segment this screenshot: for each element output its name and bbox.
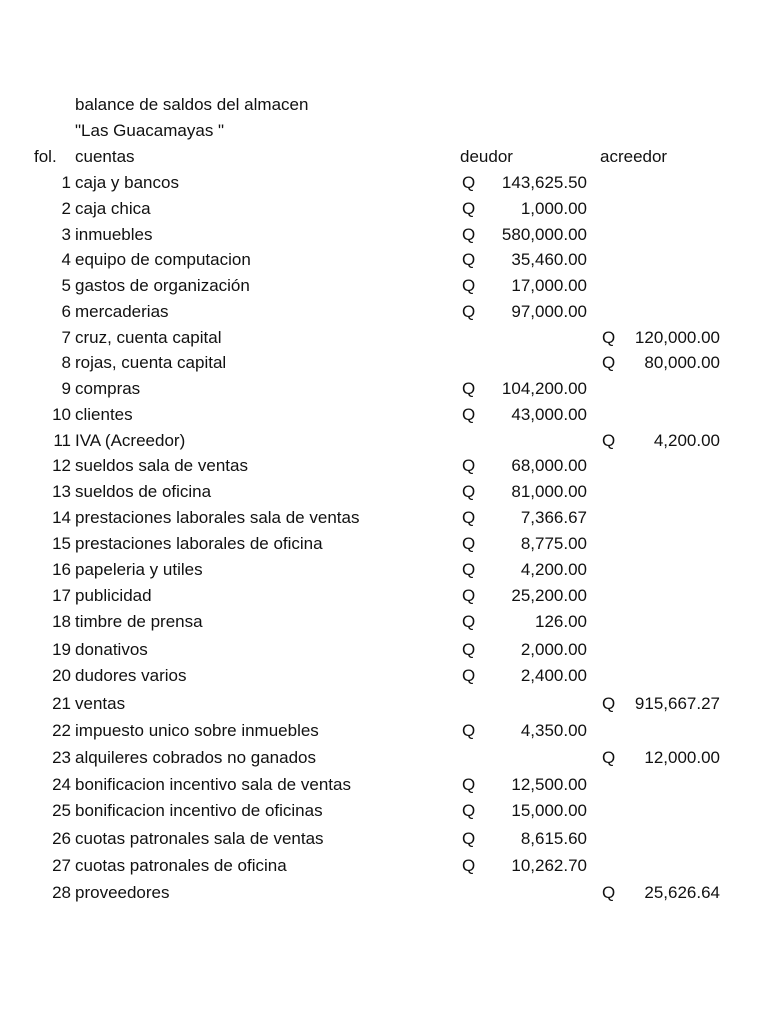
debit-currency: Q xyxy=(462,250,476,269)
credit-amount: 25,626.64 xyxy=(644,883,720,902)
account-name: caja y bancos xyxy=(75,173,179,192)
account-name: prestaciones laborales sala de ventas xyxy=(75,508,360,527)
folio-number: 17 xyxy=(52,586,71,605)
folio-number: 27 xyxy=(52,856,71,875)
folio-number: 28 xyxy=(52,883,71,902)
table-row xyxy=(0,250,768,274)
debit-amount: 15,000.00 xyxy=(511,801,587,820)
table-row xyxy=(0,328,768,352)
credit-amount: 915,667.27 xyxy=(634,694,720,713)
debit-currency: Q xyxy=(462,666,476,685)
folio-number: 18 xyxy=(52,612,71,631)
debit-currency: Q xyxy=(462,775,476,794)
debit-currency: Q xyxy=(462,508,476,527)
column-header-fol: fol. xyxy=(34,147,57,166)
credit-currency: Q xyxy=(602,431,616,450)
account-name: publicidad xyxy=(75,586,152,605)
folio-number: 3 xyxy=(61,225,71,244)
debit-currency: Q xyxy=(462,612,476,631)
credit-currency: Q xyxy=(602,883,616,902)
account-name: proveedores xyxy=(75,883,170,902)
debit-amount: 4,350.00 xyxy=(520,721,587,740)
debit-currency: Q xyxy=(462,801,476,820)
credit-amount: 4,200.00 xyxy=(653,431,720,450)
folio-number: 11 xyxy=(53,431,71,450)
table-row xyxy=(0,748,768,772)
account-name: sueldos sala de ventas xyxy=(75,456,248,475)
folio-number: 9 xyxy=(61,379,71,398)
debit-currency: Q xyxy=(462,829,476,848)
debit-amount: 8,615.60 xyxy=(520,829,587,848)
credit-currency: Q xyxy=(602,353,616,372)
account-name: compras xyxy=(75,379,141,398)
account-name: cuotas patronales de oficina xyxy=(75,856,287,875)
folio-number: 16 xyxy=(52,560,71,579)
debit-currency: Q xyxy=(462,640,476,659)
table-row xyxy=(0,560,768,584)
folio-number: 20 xyxy=(52,666,71,685)
account-name: cuotas patronales sala de ventas xyxy=(75,829,324,848)
table-row xyxy=(0,829,768,853)
debit-currency: Q xyxy=(462,379,476,398)
account-name: rojas, cuenta capital xyxy=(75,353,227,372)
debit-amount: 10,262.70 xyxy=(511,856,587,875)
account-name: bonificacion incentivo sala de ventas xyxy=(75,775,351,794)
debit-amount: 68,000.00 xyxy=(511,456,587,475)
debit-currency: Q xyxy=(462,721,476,740)
debit-amount: 12,500.00 xyxy=(511,775,587,794)
debit-currency: Q xyxy=(462,225,476,244)
folio-number: 23 xyxy=(52,748,71,767)
account-name: alquileres cobrados no ganados xyxy=(75,748,317,767)
account-name: donativos xyxy=(75,640,148,659)
table-row xyxy=(0,199,768,223)
column-header-row xyxy=(0,147,768,171)
folio-number: 12 xyxy=(52,456,71,475)
debit-amount: 17,000.00 xyxy=(511,276,587,295)
table-row xyxy=(0,586,768,610)
debit-amount: 126.00 xyxy=(535,612,587,631)
debit-amount: 81,000.00 xyxy=(511,482,587,501)
folio-number: 6 xyxy=(61,302,71,321)
credit-amount: 12,000.00 xyxy=(644,748,720,767)
folio-number: 14 xyxy=(52,508,71,527)
folio-number: 19 xyxy=(52,640,71,659)
table-row xyxy=(0,276,768,300)
account-name: papeleria y utiles xyxy=(75,560,203,579)
table-row xyxy=(0,856,768,880)
credit-currency: Q xyxy=(602,694,616,713)
table-row xyxy=(0,666,768,690)
debit-currency: Q xyxy=(462,482,476,501)
debit-currency: Q xyxy=(462,173,476,192)
document-title: balance de saldos del almacen xyxy=(75,95,309,114)
debit-amount: 2,000.00 xyxy=(520,640,587,659)
credit-currency: Q xyxy=(602,328,616,347)
column-header-acreedor: acreedor xyxy=(600,147,668,166)
table-row xyxy=(0,456,768,480)
credit-amount: 80,000.00 xyxy=(644,353,720,372)
account-name: IVA (Acreedor) xyxy=(75,431,186,450)
account-name: caja chica xyxy=(75,199,151,218)
table-row xyxy=(0,302,768,326)
debit-currency: Q xyxy=(462,586,476,605)
folio-number: 24 xyxy=(52,775,71,794)
table-row xyxy=(0,173,768,197)
folio-number: 26 xyxy=(52,829,71,848)
folio-number: 4 xyxy=(61,250,71,269)
debit-currency: Q xyxy=(462,856,476,875)
credit-currency: Q xyxy=(602,748,616,767)
account-name: dudores varios xyxy=(75,666,187,685)
debit-amount: 104,200.00 xyxy=(501,379,587,398)
table-row xyxy=(0,801,768,825)
credit-amount: 120,000.00 xyxy=(634,328,720,347)
table-row xyxy=(0,482,768,506)
table-row xyxy=(0,721,768,745)
folio-number: 2 xyxy=(61,199,71,218)
debit-currency: Q xyxy=(462,302,476,321)
table-row xyxy=(0,431,768,455)
folio-number: 21 xyxy=(52,694,71,713)
column-header-deudor: deudor xyxy=(460,147,513,166)
column-header-cuentas: cuentas xyxy=(75,147,135,166)
store-name: "Las Guacamayas " xyxy=(75,121,225,140)
table-row xyxy=(0,640,768,664)
debit-amount: 1,000.00 xyxy=(520,199,587,218)
debit-amount: 2,400.00 xyxy=(520,666,587,685)
debit-amount: 8,775.00 xyxy=(520,534,587,553)
debit-amount: 7,366.67 xyxy=(520,508,587,527)
account-name: gastos de organización xyxy=(75,276,250,295)
debit-amount: 143,625.50 xyxy=(501,173,587,192)
debit-currency: Q xyxy=(462,405,476,424)
folio-number: 25 xyxy=(52,801,71,820)
table-row xyxy=(0,508,768,532)
folio-number: 5 xyxy=(61,276,71,295)
account-name: sueldos de oficina xyxy=(75,482,212,501)
debit-currency: Q xyxy=(462,456,476,475)
debit-currency: Q xyxy=(462,276,476,295)
account-name: clientes xyxy=(75,405,133,424)
table-row xyxy=(0,225,768,249)
account-name: mercaderias xyxy=(75,302,169,321)
debit-currency: Q xyxy=(462,534,476,553)
account-name: equipo de computacion xyxy=(75,250,251,269)
debit-amount: 580,000.00 xyxy=(501,225,587,244)
account-name: inmuebles xyxy=(75,225,153,244)
folio-number: 22 xyxy=(52,721,71,740)
debit-amount: 25,200.00 xyxy=(511,586,587,605)
account-name: timbre de prensa xyxy=(75,612,203,631)
debit-currency: Q xyxy=(462,199,476,218)
account-name: bonificacion incentivo de oficinas xyxy=(75,801,323,820)
folio-number: 7 xyxy=(61,328,71,347)
debit-currency: Q xyxy=(462,560,476,579)
folio-number: 13 xyxy=(52,482,71,501)
folio-number: 8 xyxy=(61,353,71,372)
account-name: impuesto unico sobre inmuebles xyxy=(75,721,319,740)
table-row xyxy=(0,694,768,718)
folio-number: 1 xyxy=(61,173,71,192)
table-row xyxy=(0,612,768,636)
account-name: prestaciones laborales de oficina xyxy=(75,534,323,553)
folio-number: 10 xyxy=(52,405,71,424)
table-row xyxy=(0,379,768,403)
table-row xyxy=(0,883,768,907)
account-name: cruz, cuenta capital xyxy=(75,328,222,347)
folio-number: 15 xyxy=(52,534,71,553)
table-row xyxy=(0,534,768,558)
debit-amount: 97,000.00 xyxy=(511,302,587,321)
table-row xyxy=(0,405,768,429)
table-row xyxy=(0,353,768,377)
debit-amount: 4,200.00 xyxy=(520,560,587,579)
debit-amount: 35,460.00 xyxy=(511,250,587,269)
account-name: ventas xyxy=(75,694,126,713)
table-row xyxy=(0,775,768,799)
debit-amount: 43,000.00 xyxy=(511,405,587,424)
